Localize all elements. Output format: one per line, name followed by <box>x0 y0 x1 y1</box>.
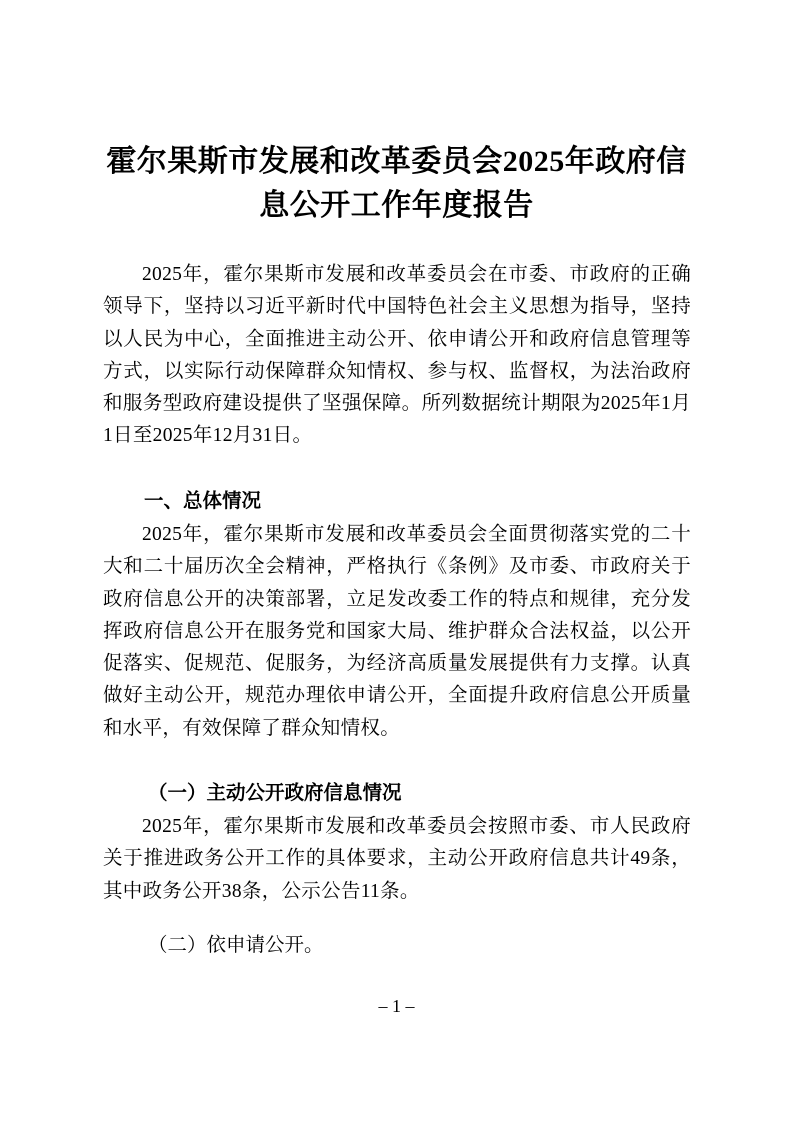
report-title: 霍尔果斯市发展和改革委员会2025年政府信息公开工作年度报告 <box>106 145 687 222</box>
intro-paragraph: 2025年，霍尔果斯市发展和改革委员会在市委、市政府的正确领导下，坚持以习近平新时代中国特色社会主义思想为指导，坚持以人民为中心，全面推进主动公开、依申请公开和政府信息管理等方式，以实际行动保障群众知情权、参与权、监督权，为法治政府和服务型政府建设提供了坚强保障。所列数据统计期限为2025年1月1日至2025年12月31日。 <box>103 264 691 447</box>
subsection-1-paragraph: 2025年，霍尔果斯市发展和改革委员会按照市委、市人民政府关于推进政务公开工作的具体要求，主动公开政府信息共计49条，其中政务公开38条，公示公告11条。 <box>103 816 692 902</box>
subsection-2-heading: （二）依申请公开。 <box>148 933 324 956</box>
page-number: – 1 – <box>378 996 415 1016</box>
subsection-1-heading: （一）主动公开政府信息情况 <box>148 781 402 804</box>
section-1-heading: 一、总体情况 <box>144 489 262 512</box>
section-1-paragraph: 2025年，霍尔果斯市发展和改革委员会全面贯彻落实党的二十大和二十届历次全会精神，严格执行《条例》及市委、市政府关于政府信息公开的决策部署，立足发改委工作的特点和规律，充分发挥政府信息公开在服务党和国家大局、维护群众合法权益，以公开促落实、促规范、促服务，为经济高质量发展提供有力支撑。认真做好主动公开，规范办理依申请公开，全面提升政府信息公开质量和水平，有效保障了群众知情权。 <box>103 524 691 739</box>
